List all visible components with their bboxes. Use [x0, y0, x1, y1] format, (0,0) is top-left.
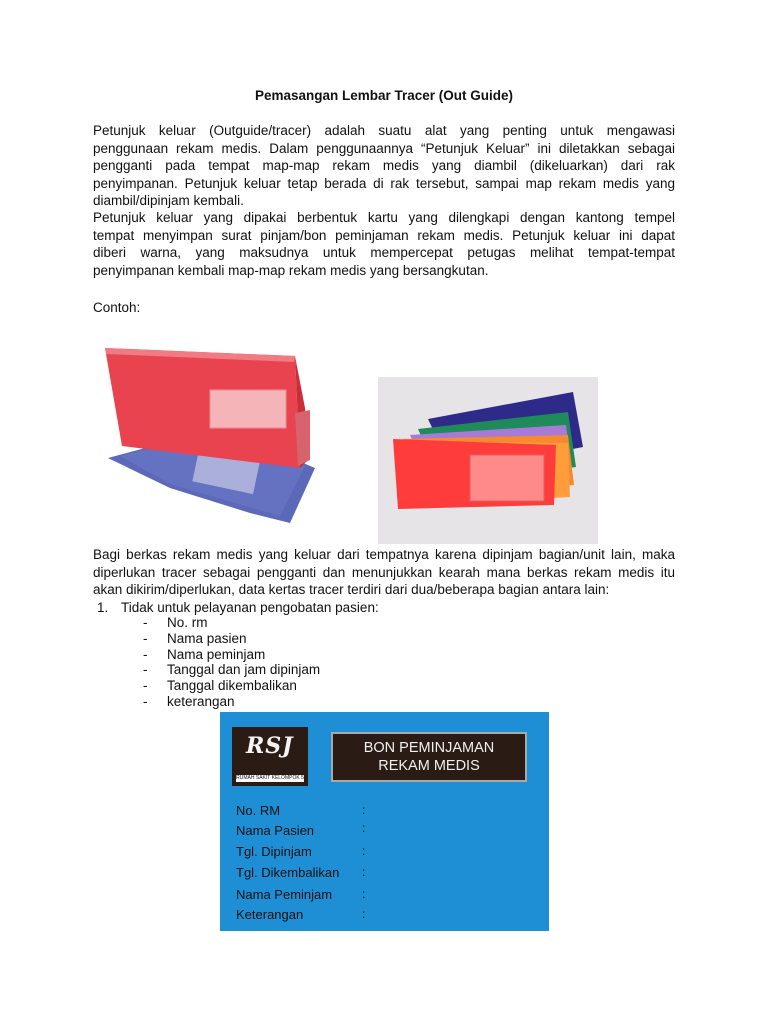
card-header: [331, 732, 527, 782]
loan-card: [220, 712, 549, 931]
field-label: Tgl. Dikembalikan: [236, 865, 340, 880]
paragraph-description: [93, 209, 675, 279]
field-label: No. RM: [236, 803, 281, 818]
list-item: - Tanggal dan jam dipinjam: [143, 662, 321, 678]
list-item: - Nama peminjam: [143, 646, 266, 662]
list-item: - Nama pasien: [143, 630, 247, 646]
example-label: Contoh:: [93, 300, 141, 315]
text-line: tempat menyimpan surat pinjam/bon peminjaman rekam medis. Petunjuk keluar ini dapat: [93, 227, 675, 243]
field-label: Tgl. Dipinjam: [236, 844, 312, 859]
list-heading: [97, 600, 379, 615]
logo-caption: RUMAH SAKIT KELOMPOK 5: [236, 775, 304, 781]
list-number: 1.: [97, 600, 109, 615]
list-item: - keterangan: [143, 693, 235, 709]
text-line: diperlukan tracer sebagai pengganti dan menunjukkan kearah mana berkas rekam medis itu: [93, 564, 675, 580]
folder-photo-left: [100, 328, 330, 528]
paragraph-intro: [93, 122, 675, 210]
field-colon: :: [362, 887, 366, 901]
text-line: penggunaan rekam medis. Dalam penggunaannya “Petunjuk Keluar” ini diletakkan sebagai: [93, 140, 675, 156]
field-colon: :: [362, 803, 366, 817]
list-heading-text: Tidak untuk pelayanan pengobatan pasien:: [121, 600, 379, 615]
list-item: - Tanggal dikembalikan: [143, 678, 297, 694]
folder-photo-right: [378, 377, 598, 544]
hospital-logo: [232, 727, 308, 786]
field-colon: :: [362, 821, 366, 835]
text-line: Bagi berkas rekam medis yang keluar dari tempatnya karena dipinjam bagian/unit lain, maka: [93, 547, 675, 562]
text-line: penyimpanan. Petunjuk keluar tetap berada di rak tersebut, sampai map rekam medis yang: [93, 175, 675, 191]
field-label: Nama Peminjam: [236, 887, 333, 902]
text-line: pengganti pada tempat map-map rekam medis yang diambil (dikeluarkan) dari rak: [93, 158, 675, 173]
text-line: diambil/dipinjam kembali.: [93, 193, 244, 208]
field-colon: :: [362, 865, 366, 879]
data-list: [143, 615, 320, 710]
card-header-line1: BON PEMINJAMAN: [363, 740, 495, 756]
text-line: diberi warna, yang maksudnya untuk mempercepat petugas melihat tempat-tempat: [93, 245, 675, 260]
text-line: penyimpanan kembali map-map rekam medis yang bersangkutan.: [93, 262, 489, 278]
text-line: akan dikirim/diperlukan, data kertas tracer terdiri dari dua/beberapa bagian antara lain:: [93, 582, 610, 597]
paragraph-tracer: [93, 546, 675, 599]
card-header-line2: REKAM MEDIS: [378, 758, 480, 774]
logo-mark: RSJ: [246, 733, 294, 759]
text-line: Petunjuk keluar yang dipakai berbentuk kartu yang dilengkapi dengan kantong tempel: [93, 210, 675, 225]
text-line: Petunjuk keluar (Outguide/tracer) adalah suatu alat yang penting untuk mengawasi: [93, 123, 675, 138]
field-label: Keterangan: [236, 907, 304, 922]
list-item: - No. rm: [143, 615, 208, 630]
field-colon: :: [362, 844, 366, 858]
field-colon: :: [362, 907, 366, 921]
field-label: Nama Pasien: [236, 823, 315, 838]
page-title: Pemasangan Lembar Tracer (Out Guide): [254, 88, 514, 103]
